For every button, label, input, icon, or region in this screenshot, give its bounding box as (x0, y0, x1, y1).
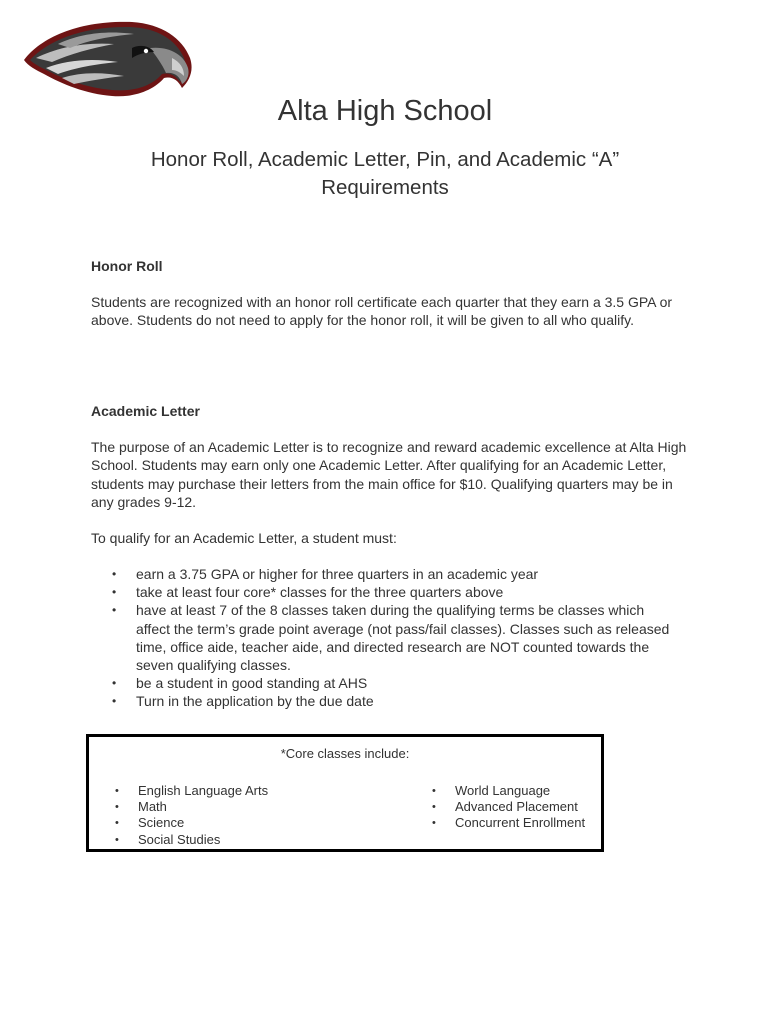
list-item: • Turn in the application by the due date (91, 692, 681, 710)
page-subtitle: Honor Roll, Academic Letter, Pin, and Academic “A” Requirements (150, 148, 620, 199)
list-item: • Science (93, 815, 353, 831)
list-item: • English Language Arts (93, 783, 353, 799)
list-item: • be a student in good standing at AHS (91, 674, 681, 692)
list-item: • earn a 3.75 GPA or higher for three quarters in an academic year (91, 565, 681, 583)
list-item: • Concurrent Enrollment (410, 815, 600, 831)
school-logo (22, 18, 194, 100)
list-item: • Advanced Placement (410, 799, 600, 815)
core-classes-list-left (93, 783, 353, 848)
academic-letter-heading: Academic Letter (91, 403, 200, 419)
core-classes-list-right (410, 783, 600, 832)
academic-letter-purpose: The purpose of an Academic Letter is to recognize and reward academic excellence at Alta High School. Students may earn only one Academic Letter. After qualifying for an Academic Letter, students may purchase their letters from the main office for $10. Qualifying quarters may be in any grades 9-12. (91, 439, 687, 510)
core-classes-title: *Core classes include: (280, 746, 410, 761)
core-classes-box (86, 734, 604, 852)
list-item: • take at least four core* classes for the three quarters above (91, 583, 681, 601)
academic-letter-requirements (91, 565, 681, 711)
page-title: Alta High School (277, 95, 493, 127)
list-item: • Math (93, 799, 353, 815)
list-item: • Social Studies (93, 832, 353, 848)
honor-roll-heading: Honor Roll (91, 258, 163, 274)
academic-letter-qualify-intro: To qualify for an Academic Letter, a student must: (91, 530, 397, 546)
eagle-head-logo-icon (22, 18, 194, 100)
list-item: • have at least 7 of the 8 classes taken during the qualifying terms be classes which affect the term’s grade point average (not pass/fail classes). Classes such as released time, office aide, teacher aide, and directed research are NOT counted towards the seven qualifying classes. (91, 601, 681, 674)
list-item: • World Language (410, 783, 600, 799)
honor-roll-body: Students are recognized with an honor roll certificate each quarter that they earn a 3.5 GPA or above. Students do not need to apply for the honor roll, it will be given to all who qualify. (91, 294, 673, 329)
